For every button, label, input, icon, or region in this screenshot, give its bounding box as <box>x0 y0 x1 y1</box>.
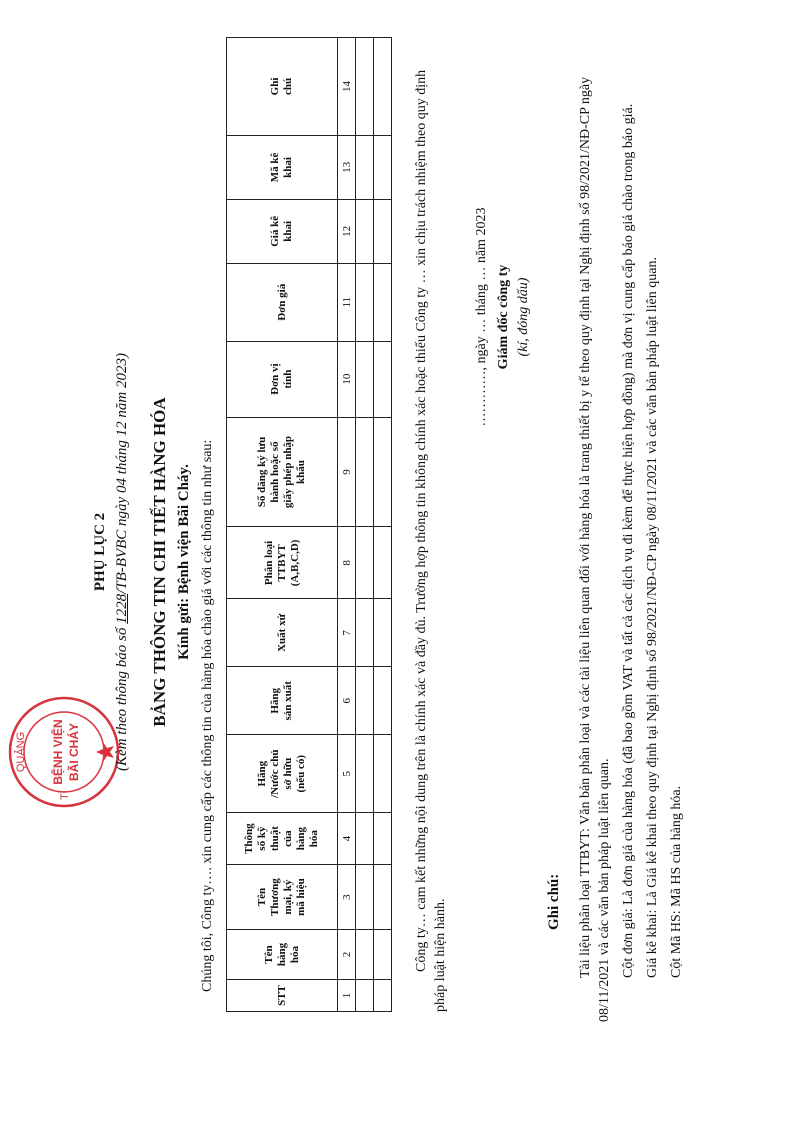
column-number-cell: 1 <box>338 980 356 1012</box>
empty-cell[interactable] <box>374 38 392 136</box>
column-header-line: tính <box>282 369 294 389</box>
empty-cell[interactable] <box>374 135 392 199</box>
document-title: BẢNG THÔNG TIN CHI TIẾT HÀNG HÓA <box>150 397 169 727</box>
empty-cell[interactable] <box>356 199 374 263</box>
column-header-line: TTBYT <box>275 544 288 582</box>
table-header-row <box>227 38 338 1012</box>
stamp-line-1: BỆNH VIỆN <box>51 719 65 785</box>
empty-cell[interactable] <box>356 135 374 199</box>
column-header-line: của <box>282 830 294 847</box>
empty-cell[interactable] <box>356 527 374 599</box>
note-item: Cột đơn giá: Là đơn giá của hàng hóa (đã bao gồm VAT và tất cả các dịch vụ đi kèm để thực hiện hợp đồng) mà đơn vị cung cấp báo giá chào trong báo giá. <box>621 103 636 978</box>
column-number-cell: 3 <box>338 865 356 930</box>
column-header-line: Thông <box>243 823 255 854</box>
column-header-line: Hãng <box>269 687 281 714</box>
column-header <box>227 417 338 527</box>
recipient-line: Kính gửi: Bệnh viện Bãi Cháy. <box>176 464 192 660</box>
column-header <box>227 813 338 865</box>
column-header-line: giấy phép nhập <box>282 435 294 509</box>
column-header-line: sở hữu <box>282 757 294 790</box>
subtitle-prefix: (Kèm theo thông báo số <box>114 627 130 771</box>
empty-cell[interactable] <box>374 599 392 667</box>
column-header-line: Số đăng ký lưu <box>256 436 268 508</box>
goods-detail-table <box>226 37 392 1012</box>
empty-cell[interactable] <box>374 667 392 735</box>
column-header <box>227 527 338 599</box>
empty-cell[interactable] <box>356 930 374 980</box>
intro-text: Chúng tôi, Công ty…. xin cung cấp các thông tin của hàng hóa chào giá với các thông tin như sau: <box>200 439 215 992</box>
column-number-cell: 12 <box>338 199 356 263</box>
column-header-line: chú <box>282 77 294 96</box>
column-number-cell: 13 <box>338 135 356 199</box>
signature-note: (kí, đóng dấu) <box>516 277 531 357</box>
appendix-subtitle <box>114 252 131 872</box>
column-header-line: khai <box>282 157 294 178</box>
empty-cell[interactable] <box>356 263 374 341</box>
appendix-title: PHỤ LỤC 2 <box>92 512 108 592</box>
column-header-line: Tên <box>262 945 275 964</box>
empty-cell[interactable] <box>374 735 392 813</box>
empty-cell[interactable] <box>356 865 374 930</box>
notes-list <box>576 22 691 1022</box>
column-header-line: mã hiệu <box>295 878 307 916</box>
table-row <box>374 38 392 1012</box>
note-item: Cột Mã HS: Mã HS của hàng hóa. <box>669 785 684 978</box>
empty-cell[interactable] <box>356 38 374 136</box>
notes-heading: Ghi chú: <box>546 873 562 930</box>
column-header-line: mại, ký <box>282 879 294 915</box>
column-header-line: Xuất xứ <box>275 613 288 652</box>
empty-cell[interactable] <box>374 417 392 527</box>
empty-cell[interactable] <box>356 667 374 735</box>
empty-cell[interactable] <box>356 341 374 417</box>
notice-number: 1228 <box>114 593 130 624</box>
column-number-cell: 11 <box>338 263 356 341</box>
column-header <box>227 38 338 136</box>
column-header <box>227 263 338 341</box>
table-body <box>338 38 392 1012</box>
empty-cell[interactable] <box>356 813 374 865</box>
column-header-line: Ghi <box>269 77 281 96</box>
column-header-line: STT <box>275 985 288 1006</box>
column-header <box>227 930 338 980</box>
column-header-line: thuật <box>269 826 281 852</box>
column-header-line: Phân loại <box>262 540 275 586</box>
empty-cell[interactable] <box>356 980 374 1012</box>
empty-cell[interactable] <box>374 930 392 980</box>
column-number-cell: 5 <box>338 735 356 813</box>
column-header-line: số kỹ <box>256 826 268 851</box>
column-header-line: hàng <box>295 827 307 851</box>
column-header <box>227 735 338 813</box>
column-number-cell: 6 <box>338 667 356 735</box>
column-header-line: Tên <box>256 887 268 907</box>
table-row <box>338 38 356 1012</box>
column-header-line: (nếu có) <box>295 754 307 793</box>
empty-cell[interactable] <box>374 199 392 263</box>
column-number-cell: 8 <box>338 527 356 599</box>
column-header <box>227 667 338 735</box>
note-item: Giá kê khai: Là Giá kê khai theo quy định tại Nghị định số 98/2021/NĐ-CP ngày 08/11/2021 và các văn bản pháp luật liên quan. <box>645 257 660 978</box>
column-header-line: Giá kê <box>269 215 281 247</box>
column-number-cell: 2 <box>338 930 356 980</box>
column-header-line: Thương <box>269 878 281 916</box>
column-header-line: (A,B,C,D) <box>288 539 301 587</box>
signature-title: Giám đốc công ty <box>496 264 511 370</box>
column-header-line: sản xuất <box>282 681 294 721</box>
column-header <box>227 135 338 199</box>
column-number-cell: 10 <box>338 341 356 417</box>
column-header-line: hành hoặc số <box>269 441 281 503</box>
empty-cell[interactable] <box>374 527 392 599</box>
column-header-line: Đơn vị <box>269 363 281 395</box>
column-header-line: Mã kê <box>269 152 281 183</box>
subtitle-suffix: /TB-BVBC ngày 04 tháng 12 năm 2023) <box>114 353 130 594</box>
empty-cell[interactable] <box>356 599 374 667</box>
column-number-cell: 9 <box>338 417 356 527</box>
column-header <box>227 865 338 930</box>
stamp-line-2: BÃI CHÁY <box>67 722 81 782</box>
column-number-cell: 4 <box>338 813 356 865</box>
stamp-text-top: QUẢNG <box>15 731 27 773</box>
column-header-line: Hãng <box>256 760 268 787</box>
column-header-line: Đơn giá <box>275 283 288 321</box>
column-header <box>227 341 338 417</box>
empty-cell[interactable] <box>356 417 374 527</box>
column-header-line: hóa <box>308 830 320 848</box>
column-header-line: /Nước chủ <box>269 749 281 798</box>
empty-cell[interactable] <box>374 263 392 341</box>
column-header-line: khẩu <box>295 460 307 484</box>
note-item: Tài liệu phân loại TTBYT: Văn bản phân loại và các tài liệu liên quan đối với hàng hóa là trang thiết bị y tế theo quy định tại Nghị định số 98/2021/NĐ-CP ngày 08/11/2021 và các văn bản pháp luật liên quan. <box>578 76 612 1022</box>
stamp-text-side: TỈ <box>59 790 71 800</box>
column-header <box>227 199 338 263</box>
empty-cell[interactable] <box>356 735 374 813</box>
column-header <box>227 599 338 667</box>
column-header-line: khai <box>282 220 294 242</box>
commitment-text: Công ty… cam kết những nội dung trên là chính xác và đầy đủ. Trường hợp thông tin không chính xác hoặc thiếu Công ty … xin chịu trách nhiệm theo quy định pháp luật hiện hành. <box>414 69 448 1012</box>
empty-cell[interactable] <box>374 813 392 865</box>
empty-cell[interactable] <box>374 980 392 1012</box>
column-header <box>227 980 338 1012</box>
empty-cell[interactable] <box>374 341 392 417</box>
column-number-cell: 14 <box>338 38 356 136</box>
column-header-line: hàng <box>275 942 288 967</box>
column-header-line: hóa <box>288 945 301 964</box>
signature-date: …………, ngày … tháng … năm 2023 <box>474 207 489 427</box>
table-row <box>356 38 374 1012</box>
empty-cell[interactable] <box>374 865 392 930</box>
column-number-cell: 7 <box>338 599 356 667</box>
